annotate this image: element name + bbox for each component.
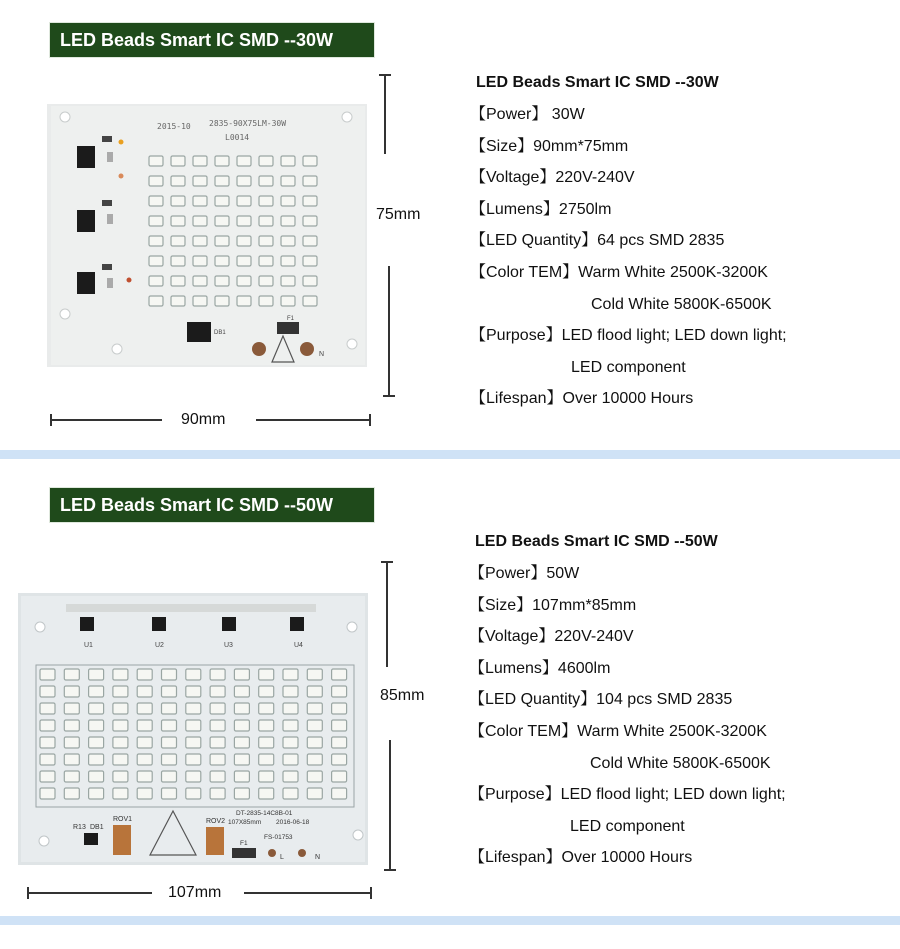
dim-30w-h-line-right — [256, 419, 371, 421]
board-30w-led-bead — [193, 296, 207, 306]
board-30w-led-bead — [237, 236, 251, 246]
board-50w-led-bead — [283, 737, 298, 748]
board-50w-led-bead — [210, 788, 225, 799]
dim-50w-v-line-bottom — [389, 740, 391, 870]
board-50w-led-bead — [186, 754, 201, 765]
board-50w-led-bead — [186, 703, 201, 714]
spec-size: 【Size】107mm*85mm — [469, 596, 637, 614]
board-50w-led-bead — [210, 703, 225, 714]
board-30w-led-bead — [193, 216, 207, 226]
board-50w-graphic — [18, 593, 368, 865]
board-50w-led-bead — [64, 720, 79, 731]
board-30w-led-bead — [259, 276, 273, 286]
board-50w-led-bead — [89, 703, 104, 714]
board-50w-led-bead — [259, 788, 274, 799]
board-50w-text-r13: R13 — [73, 824, 86, 831]
spec-color-tem: 【Color TEM】Warm White 2500K-3200K — [470, 263, 768, 281]
spec-led-quantity: 【LED Quantity】104 pcs SMD 2835 — [469, 691, 733, 709]
board-50w-led-bead — [332, 720, 347, 731]
board-30w-led-bead — [215, 296, 229, 306]
board-50w-led-bead — [113, 686, 128, 697]
board-50w-led-bead — [332, 669, 347, 680]
board-50w-led-bead — [332, 737, 347, 748]
board-50w-led-bead — [137, 720, 152, 731]
spec-color-tem-cold: Cold White 5800K-6500K — [590, 754, 771, 772]
board-30w-led-bead — [171, 216, 185, 226]
board-50w-text-rov2: ROV2 — [206, 818, 226, 825]
board-50w-led-bead — [89, 669, 104, 680]
board-30w-led-bead — [281, 176, 295, 186]
board-30w-led-bead — [171, 296, 185, 306]
board-50w-led-bead — [40, 703, 55, 714]
board-30w-led-bead — [193, 276, 207, 286]
spec-color-tem-cold: Cold White 5800K-6500K — [591, 295, 772, 313]
board-50w-led-bead — [162, 703, 177, 714]
section1-spec-list — [470, 99, 787, 415]
spec-lifespan: 【Lifespan】Over 10000 Hours — [469, 849, 693, 867]
board-50w-text-l: L — [280, 854, 284, 861]
board-50w-led-bead — [137, 737, 152, 748]
board-30w-led-bead — [259, 196, 273, 206]
board-30w-led-bead — [149, 216, 163, 226]
board-30w-led-bead — [215, 156, 229, 166]
dim-50w-width-label: 107mm — [168, 884, 222, 901]
dim-50w-v-line-top — [386, 561, 388, 667]
board-30w-led-bead — [193, 256, 207, 266]
board-50w-led-bead — [283, 771, 298, 782]
board-50w-led-bead — [113, 737, 128, 748]
board-50w-led-bead — [234, 737, 249, 748]
board-30w-led-bead — [281, 156, 295, 166]
board-30w-image — [47, 104, 367, 367]
board-30w-graphic — [47, 104, 367, 367]
dim-50w-h-line-right — [244, 892, 372, 894]
spec-purpose-cont: LED component — [570, 817, 685, 835]
section2-spec-list — [469, 558, 786, 874]
board-50w-led-bead — [137, 771, 152, 782]
board-50w-led-bead — [332, 754, 347, 765]
board-50w-led-bead — [64, 788, 79, 799]
board-50w-led-bead — [283, 788, 298, 799]
board-50w-led-bead — [137, 686, 152, 697]
board-50w-text-u2: U2 — [155, 642, 164, 649]
board-50w-led-bead — [186, 720, 201, 731]
dim-50w-height-label: 85mm — [380, 687, 425, 704]
board-50w-led-bead — [162, 686, 177, 697]
board-50w-image — [18, 593, 368, 865]
board-30w-led-bead — [281, 296, 295, 306]
spec-voltage: 【Voltage】220V-240V — [469, 628, 634, 646]
board-30w-led-bead — [303, 296, 317, 306]
board-30w-led-bead — [237, 196, 251, 206]
board-50w-led-bead — [40, 737, 55, 748]
board-50w-led-bead — [186, 686, 201, 697]
board-50w-text-n: N — [315, 854, 321, 861]
board-50w-led-bead — [89, 788, 104, 799]
spec-led-quantity: 【LED Quantity】64 pcs SMD 2835 — [470, 232, 725, 250]
board-50w-led-bead — [234, 703, 249, 714]
board-50w-text-fs: FS-01753 — [264, 834, 293, 841]
board-50w-text-rov1: ROV1 — [113, 816, 133, 823]
board-50w-led-bead — [64, 737, 79, 748]
board-50w-led-bead — [137, 788, 152, 799]
board-50w-led-bead — [162, 737, 177, 748]
board-30w-led-bead — [281, 196, 295, 206]
spec-purpose: 【Purpose】LED flood light; LED down light; — [470, 327, 787, 345]
board-50w-led-bead — [234, 720, 249, 731]
board-50w-text-size: 107X85mm — [228, 819, 262, 826]
board-30w-led-bead — [259, 216, 273, 226]
board-30w-led-bead — [259, 156, 273, 166]
board-50w-led-bead — [307, 771, 322, 782]
board-50w-led-bead — [162, 754, 177, 765]
section2-banner — [49, 487, 375, 523]
board-50w-led-bead — [307, 686, 322, 697]
board-50w-led-bead — [64, 703, 79, 714]
board-50w-led-bead — [64, 754, 79, 765]
board-50w-led-bead — [283, 686, 298, 697]
board-50w-led-bead — [307, 788, 322, 799]
section1-banner — [49, 22, 375, 58]
board-50w-led-bead — [259, 754, 274, 765]
board-30w-led-bead — [193, 196, 207, 206]
board-30w-led-bead — [193, 236, 207, 246]
board-30w-led-bead — [215, 276, 229, 286]
board-50w-led-bead — [307, 754, 322, 765]
board-50w-led-bead — [113, 788, 128, 799]
board-50w-led-bead — [137, 669, 152, 680]
board-30w-led-bead — [259, 256, 273, 266]
spec-purpose: 【Purpose】LED flood light; LED down light; — [469, 786, 786, 804]
section1-banner-text: LED Beads Smart IC SMD --30W — [60, 29, 334, 50]
board-50w-led-bead — [259, 703, 274, 714]
board-30w-led-bead — [171, 156, 185, 166]
board-30w-text-n: N — [319, 351, 325, 358]
board-50w-led-bead — [162, 788, 177, 799]
board-30w-led-bead — [171, 276, 185, 286]
board-30w-led-bead — [149, 296, 163, 306]
board-50w-led-bead — [332, 788, 347, 799]
board-50w-led-bead — [210, 686, 225, 697]
board-30w-led-bead — [215, 236, 229, 246]
board-30w-text-f1: F1 — [287, 316, 295, 322]
board-30w-led-bead — [303, 176, 317, 186]
spec-voltage: 【Voltage】220V-240V — [470, 169, 635, 187]
board-30w-led-bead — [149, 276, 163, 286]
section2-banner-text: LED Beads Smart IC SMD --50W — [60, 494, 334, 515]
board-30w-led-bead — [281, 216, 295, 226]
board-50w-led-bead — [40, 669, 55, 680]
section2-spec-title: LED Beads Smart IC SMD --50W — [475, 533, 718, 550]
board-30w-led-bead — [237, 216, 251, 226]
spec-power: 【Power】50W — [469, 565, 580, 582]
dim-50w-v-tick-bottom — [384, 869, 396, 871]
board-50w-led-bead — [40, 788, 55, 799]
board-30w-led-bead — [303, 196, 317, 206]
board-30w-led-bead — [171, 196, 185, 206]
board-30w-led-bead — [281, 276, 295, 286]
board-30w-led-bead — [259, 176, 273, 186]
board-30w-led-bead — [171, 236, 185, 246]
dim-50w-h-line-left — [27, 892, 152, 894]
board-50w-led-bead — [113, 703, 128, 714]
board-50w-led-bead — [259, 737, 274, 748]
board-30w-led-bead — [149, 176, 163, 186]
spec-lumens: 【Lumens】4600lm — [469, 659, 611, 677]
dim-30w-v-line-top — [384, 74, 386, 154]
board-30w-led-bead — [303, 276, 317, 286]
board-50w-led-bead — [89, 686, 104, 697]
board-50w-led-bead — [89, 754, 104, 765]
board-30w-led-bead — [303, 156, 317, 166]
dim-30w-h-tick-right — [369, 414, 371, 426]
board-30w-led-bead — [193, 156, 207, 166]
section-separator-1 — [0, 450, 900, 459]
board-30w-led-bead — [259, 236, 273, 246]
board-50w-led-bead — [186, 737, 201, 748]
board-50w-led-bead — [186, 669, 201, 680]
board-50w-led-bead — [283, 754, 298, 765]
board-50w-led-bead — [162, 669, 177, 680]
board-30w-text-1: 2015-10 — [157, 122, 191, 131]
board-30w-led-bead — [149, 236, 163, 246]
board-50w-led-bead — [259, 771, 274, 782]
board-50w-led-bead — [307, 720, 322, 731]
section-separator-2 — [0, 916, 900, 925]
spec-lifespan: 【Lifespan】Over 10000 Hours — [470, 390, 694, 408]
board-50w-led-bead — [259, 669, 274, 680]
board-50w-led-bead — [113, 720, 128, 731]
board-30w-led-bead — [303, 236, 317, 246]
board-50w-led-bead — [210, 754, 225, 765]
board-50w-led-bead — [210, 737, 225, 748]
board-30w-text-3: L0014 — [225, 133, 250, 142]
board-50w-led-bead — [307, 737, 322, 748]
board-30w-led-bead — [171, 176, 185, 186]
dim-30w-width-label: 90mm — [181, 411, 226, 428]
board-50w-led-bead — [64, 669, 79, 680]
board-50w-led-bead — [137, 754, 152, 765]
board-50w-led-bead — [210, 669, 225, 680]
board-30w-led-bead — [215, 196, 229, 206]
board-50w-text-u4: U4 — [294, 642, 303, 649]
dim-30w-v-line-bottom — [388, 266, 390, 396]
board-50w-text-model: DT-2835-14C8B-01 — [236, 810, 293, 817]
board-50w-led-bead — [283, 720, 298, 731]
board-30w-led-bead — [281, 236, 295, 246]
board-30w-led-bead — [149, 156, 163, 166]
board-50w-led-bead — [234, 754, 249, 765]
board-50w-led-bead — [64, 771, 79, 782]
board-30w-led-bead — [259, 296, 273, 306]
board-50w-led-bead — [113, 754, 128, 765]
board-50w-led-bead — [137, 703, 152, 714]
board-30w-text-2: 2835-90X75LM-30W — [209, 119, 287, 128]
board-30w-led-bead — [193, 176, 207, 186]
board-30w-led-bead — [171, 256, 185, 266]
dim-30w-v-tick-bottom — [383, 395, 395, 397]
spec-purpose-cont: LED component — [571, 358, 686, 376]
board-50w-text-f1: F1 — [240, 840, 248, 847]
board-50w-led-bead — [210, 771, 225, 782]
board-50w-led-bead — [234, 669, 249, 680]
board-50w-text-db1: DB1 — [90, 824, 104, 831]
board-50w-led-bead — [40, 771, 55, 782]
board-30w-led-bead — [215, 216, 229, 226]
section1-spec-title: LED Beads Smart IC SMD --30W — [476, 74, 719, 91]
board-50w-text-u1: U1 — [84, 642, 93, 649]
dim-30w-height-label: 75mm — [376, 206, 421, 223]
board-30w-led-bead — [281, 256, 295, 266]
board-30w-led-bead — [303, 256, 317, 266]
spec-lumens: 【Lumens】2750lm — [470, 200, 612, 218]
board-50w-led-bead — [332, 686, 347, 697]
board-50w-led-bead — [234, 771, 249, 782]
board-50w-led-bead — [307, 669, 322, 680]
board-50w-led-bead — [307, 703, 322, 714]
board-50w-text-u3: U3 — [224, 642, 233, 649]
board-30w-text-db1: DB1 — [214, 330, 226, 336]
board-50w-led-bead — [40, 720, 55, 731]
board-50w-led-bead — [162, 720, 177, 731]
board-50w-led-bead — [89, 771, 104, 782]
board-50w-led-bead — [283, 669, 298, 680]
board-50w-led-bead — [332, 771, 347, 782]
board-30w-led-bead — [237, 176, 251, 186]
board-50w-led-bead — [186, 771, 201, 782]
board-50w-led-bead — [332, 703, 347, 714]
spec-size: 【Size】90mm*75mm — [470, 137, 629, 155]
board-50w-led-bead — [283, 703, 298, 714]
board-30w-led-bead — [237, 156, 251, 166]
board-50w-led-bead — [113, 771, 128, 782]
spec-power: 【Power】 30W — [470, 106, 585, 123]
board-30w-led-bead — [237, 296, 251, 306]
board-30w-led-bead — [215, 176, 229, 186]
board-50w-led-bead — [210, 720, 225, 731]
board-30w-led-bead — [237, 276, 251, 286]
board-50w-led-bead — [259, 720, 274, 731]
board-50w-led-bead — [89, 720, 104, 731]
board-30w-led-bead — [215, 256, 229, 266]
board-50w-text-date: 2016-06-18 — [276, 819, 310, 826]
dim-50w-h-tick-right — [370, 887, 372, 899]
board-50w-led-bead — [259, 686, 274, 697]
board-50w-led-bead — [234, 788, 249, 799]
board-50w-led-bead — [40, 686, 55, 697]
board-50w-led-bead — [113, 669, 128, 680]
board-30w-led-bead — [149, 196, 163, 206]
board-50w-led-bead — [40, 754, 55, 765]
board-50w-led-bead — [234, 686, 249, 697]
board-30w-led-bead — [303, 216, 317, 226]
spec-color-tem: 【Color TEM】Warm White 2500K-3200K — [469, 722, 767, 740]
board-50w-led-bead — [89, 737, 104, 748]
board-50w-led-bead — [186, 788, 201, 799]
dim-30w-h-line-left — [50, 419, 162, 421]
board-30w-led-bead — [237, 256, 251, 266]
board-30w-led-bead — [149, 256, 163, 266]
board-50w-led-bead — [64, 686, 79, 697]
board-50w-led-bead — [162, 771, 177, 782]
